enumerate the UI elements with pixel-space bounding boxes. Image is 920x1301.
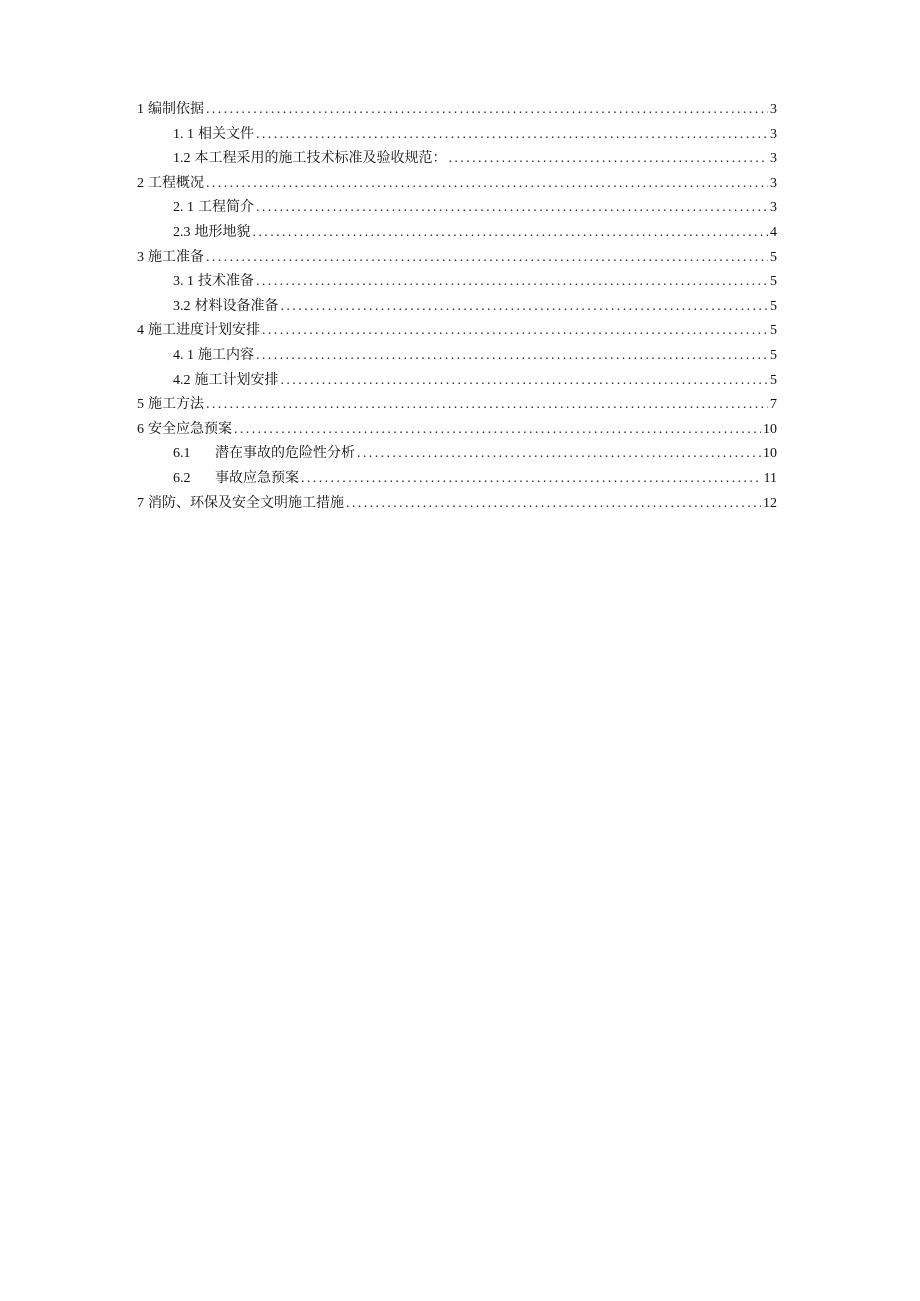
toc-entry-page: 10 [763, 421, 777, 437]
toc-entry-5[interactable] [137, 393, 777, 418]
toc-entry-title: 施工内容 [198, 347, 254, 363]
toc-dot-leader [262, 319, 768, 344]
toc-entry-1-2[interactable] [137, 147, 777, 172]
toc-entry-page: 5 [770, 298, 777, 314]
toc-entry-3-2[interactable] [137, 295, 777, 320]
toc-entry-number: 1. 1 [173, 126, 194, 142]
toc-entry-page: 5 [770, 249, 777, 265]
toc-entry-page: 11 [763, 470, 777, 486]
toc-entry-6-1[interactable] [137, 442, 777, 467]
toc-dot-leader [206, 246, 768, 271]
toc-entry-title: 地形地貌 [194, 224, 251, 240]
toc-entry-title: 施工进度计划安排 [148, 323, 260, 339]
toc-entry-page: 5 [770, 347, 777, 363]
toc-entry-page: 3 [770, 151, 777, 167]
toc-entry-number: 4. 1 [173, 347, 194, 363]
toc-entry-page: 4 [770, 224, 777, 240]
toc-entry-title: 技术准备 [198, 274, 254, 290]
toc-entry-number: 3.2 [173, 298, 191, 314]
toc-entry-6[interactable] [137, 418, 777, 443]
toc-dot-leader [256, 344, 768, 369]
toc-entry-title: 潜在事故的危险性分析 [215, 446, 355, 462]
toc-entry-4[interactable] [137, 319, 777, 344]
toc-entry-1-1[interactable] [137, 123, 777, 148]
toc-dot-leader [234, 418, 761, 443]
toc-dot-leader [346, 492, 761, 517]
toc-dot-leader [281, 369, 769, 394]
toc-entry-number: 6 [137, 421, 144, 437]
toc-dot-leader [281, 295, 769, 320]
toc-entry-page: 3 [770, 200, 777, 216]
toc-entry-number: 4.2 [173, 372, 191, 388]
toc-dot-leader [256, 123, 768, 148]
toc-entry-4-1[interactable] [137, 344, 777, 369]
toc-entry-title: 消防、环保及安全文明施工措施 [148, 495, 344, 511]
toc-dot-leader [206, 393, 768, 418]
toc-entry-number: 3 [137, 249, 144, 265]
toc-entry-title: 施工准备 [148, 249, 204, 265]
toc-entry-number: 6.1 [173, 446, 191, 462]
toc-entry-title: 工程概况 [148, 175, 204, 191]
toc-entry-number: 2.3 [173, 224, 191, 240]
toc-entry-page: 3 [770, 126, 777, 142]
toc-entry-2-3[interactable] [137, 221, 777, 246]
toc-dot-leader [357, 442, 761, 467]
toc-entry-title: 施工方法 [148, 397, 204, 413]
toc-entry-page: 10 [763, 446, 777, 462]
toc-entry-2-1[interactable] [137, 196, 777, 221]
toc-entry-number: 2. 1 [173, 200, 194, 216]
toc-entry-number: 3. 1 [173, 274, 194, 290]
toc-entry-number: 1.2 [173, 151, 191, 167]
toc-entry-number: 6.2 [173, 470, 191, 486]
toc-entry-title: 编制依据 [148, 102, 204, 117]
table-of-contents [137, 98, 777, 516]
toc-entry-number: 2 [137, 175, 144, 191]
toc-entry-7[interactable] [137, 492, 777, 517]
toc-entry-3[interactable] [137, 246, 777, 271]
toc-dot-leader [206, 98, 768, 123]
toc-entry-6-2[interactable] [137, 467, 777, 492]
toc-dot-leader [206, 172, 768, 197]
toc-entry-page: 3 [770, 102, 777, 117]
toc-entry-number: 1 [137, 102, 144, 117]
toc-entry-3-1[interactable] [137, 270, 777, 295]
toc-entry-number: 7 [137, 495, 144, 511]
toc-entry-title: 安全应急预案 [148, 421, 232, 437]
toc-entry-4-2[interactable] [137, 369, 777, 394]
toc-entry-2[interactable] [137, 172, 777, 197]
toc-entry-page: 7 [770, 397, 777, 413]
toc-dot-leader [301, 467, 762, 492]
toc-entry-page: 5 [770, 274, 777, 290]
toc-entry-number: 4 [137, 323, 144, 339]
toc-entry-page: 5 [770, 323, 777, 339]
toc-entry-page: 3 [770, 175, 777, 191]
toc-dot-leader [256, 196, 768, 221]
toc-entry-title: 本工程采用的施工技术标准及验收规范： [194, 151, 447, 167]
toc-entry-title: 相关文件 [198, 126, 254, 142]
toc-entry-title: 材料设备准备 [194, 298, 279, 314]
toc-dot-leader [253, 221, 769, 246]
toc-entry-1[interactable] [137, 98, 777, 123]
toc-entry-title: 施工计划安排 [194, 372, 279, 388]
toc-dot-leader [256, 270, 768, 295]
toc-dot-leader [449, 147, 769, 172]
toc-entry-title: 工程简介 [198, 200, 254, 216]
toc-entry-page: 12 [763, 495, 777, 511]
toc-entry-page: 5 [770, 372, 777, 388]
toc-entry-number: 5 [137, 397, 144, 413]
toc-entry-title: 事故应急预案 [215, 470, 299, 486]
